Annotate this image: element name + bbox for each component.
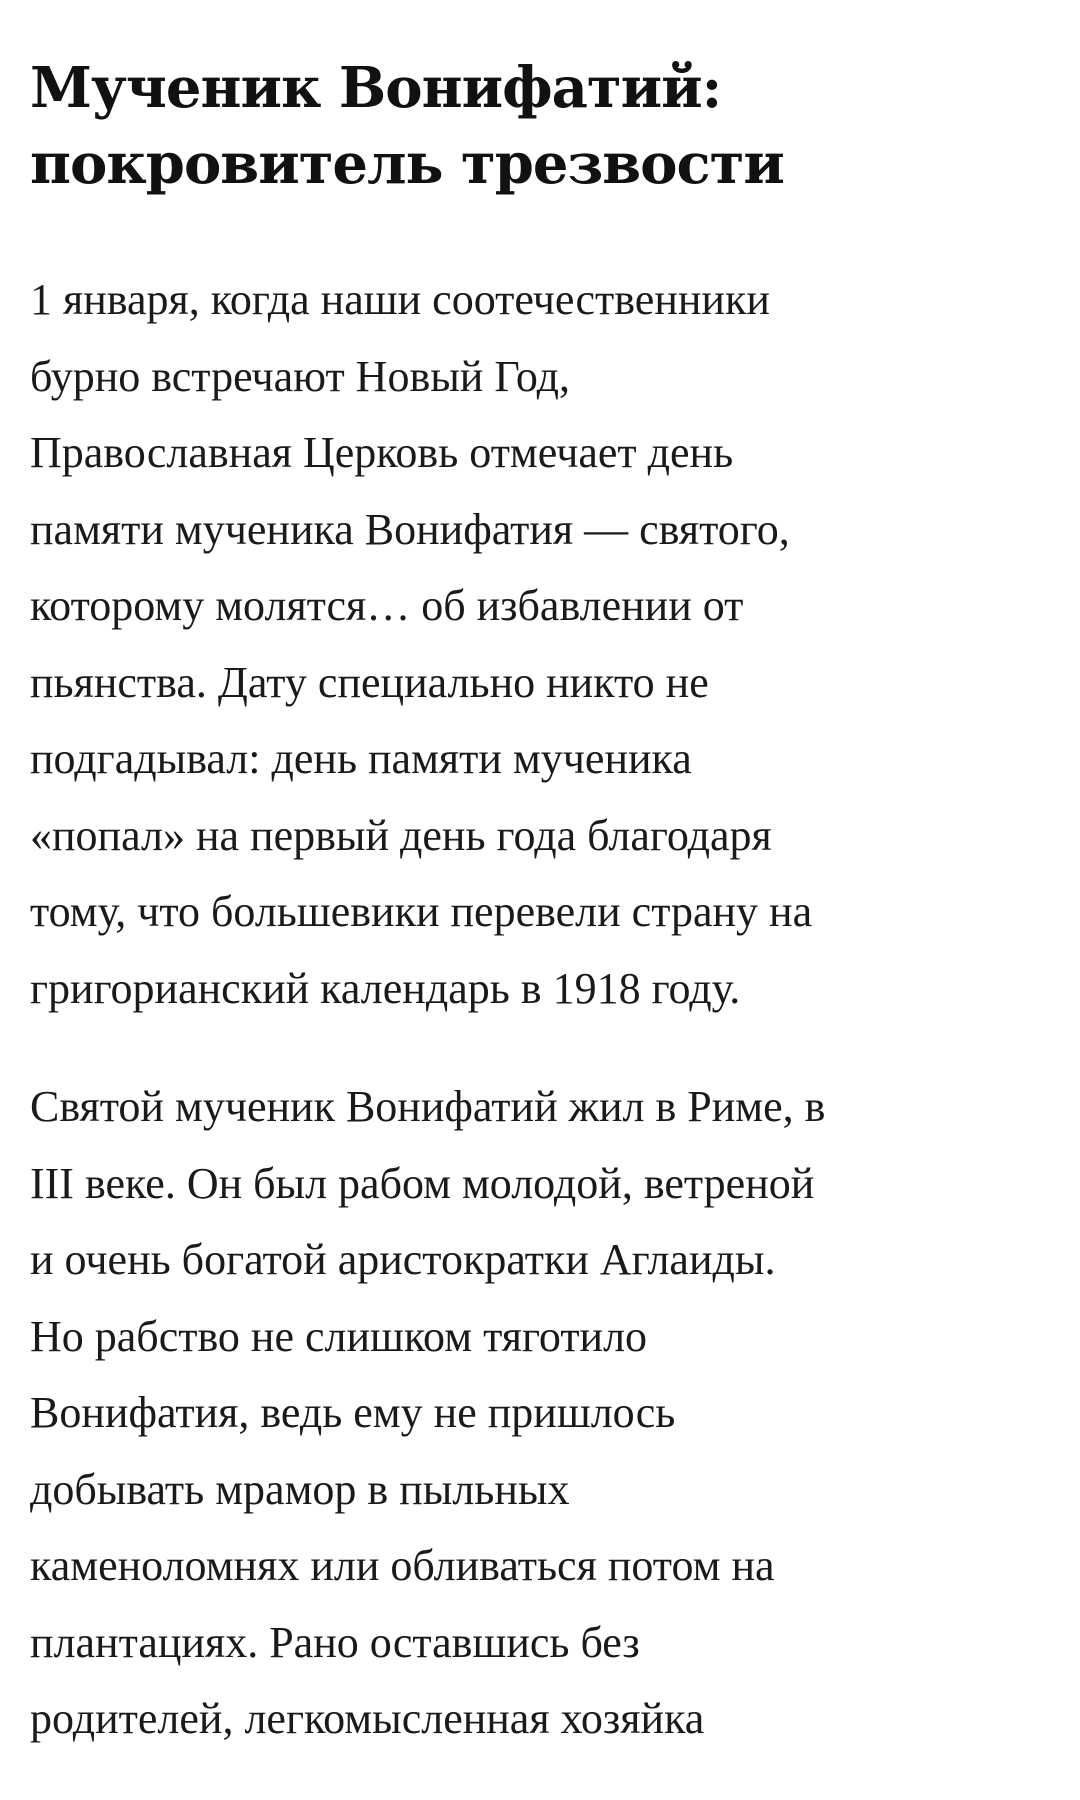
article-paragraph-2: Святой мученик Вонифатий жил в Риме, в III веке. Он был рабом молодой, ветреной и очень богатой аристократки Аглаиды. Но рабство не слишком тяготило Вонифатия, ведь ему не пришлось добывать мрамор в пыльных каменоломнях или обливаться потом на плантациях. Рано оставшись без родителей, легкомысленная хозяйка xyxy=(30,1082,826,1743)
article-title: Мученик Вонифатий: покровитель трезвости xyxy=(30,55,784,197)
article-paragraph-1: 1 января, когда наши соотечественники бурно встречают Новый Год, Православная Церковь отмечает день памяти мученика Вонифатия — святого, которому молятся… об избавлении от пьянства. Дату специально никто не подгадывал: день памяти мученика «попал» на первый день года благодаря тому, что большевики перевели страну на григорианский календарь в 1918 году. xyxy=(30,275,813,1013)
article xyxy=(30,50,1060,1800)
article-body xyxy=(30,262,1060,1758)
